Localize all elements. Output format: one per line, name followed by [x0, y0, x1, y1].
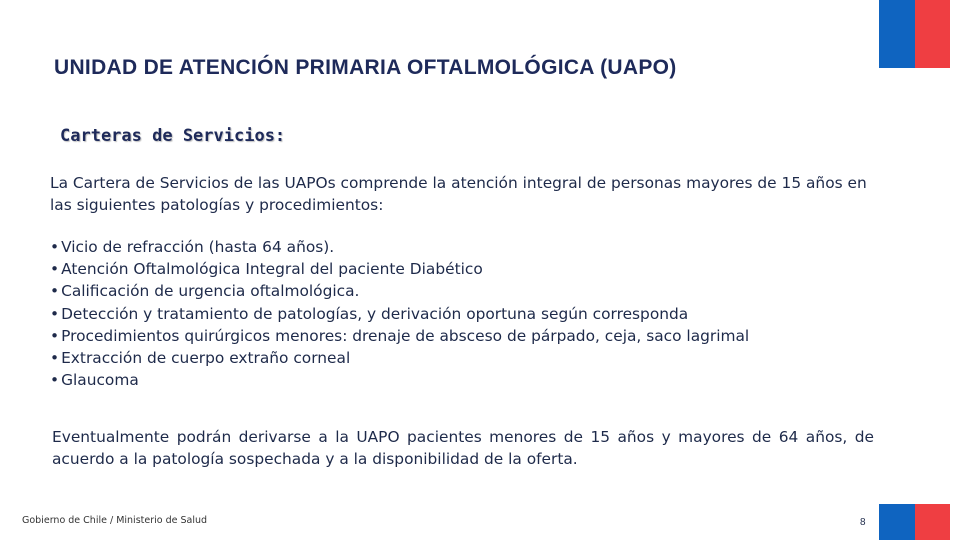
- list-item: [50, 236, 900, 258]
- list-item: [50, 280, 900, 302]
- flag-blue-block: [879, 0, 915, 68]
- bullet-icon: •: [50, 282, 60, 301]
- bullet-icon: •: [50, 260, 60, 279]
- flag-stripe-top: [879, 0, 950, 68]
- list-item-text: Extracción de cuerpo extraño corneal: [61, 349, 351, 368]
- list-item-text: Atención Oftalmológica Integral del paciente Diabético: [61, 260, 483, 279]
- section-subtitle: Carteras de Servicios:: [60, 126, 286, 146]
- slide-title: UNIDAD DE ATENCIÓN PRIMARIA OFTALMOLÓGICA (UAPO): [54, 56, 677, 79]
- page-number: 8: [860, 517, 866, 528]
- bullet-icon: •: [50, 349, 60, 368]
- list-item-text: Glaucoma: [61, 371, 139, 390]
- bullet-icon: •: [50, 326, 60, 345]
- list-item-text: Detección y tratamiento de patologías, y derivación oportuna según corresponda: [61, 304, 689, 323]
- bullet-icon: •: [50, 238, 60, 256]
- list-item-text: Vicio de refracción (hasta 64 años).: [61, 238, 335, 256]
- flag-blue-block: [879, 504, 915, 540]
- flag-stripe-bottom: [879, 504, 950, 540]
- list-item-text: Procedimientos quirúrgicos menores: drenaje de absceso de párpado, ceja, saco lagrimal: [61, 326, 750, 345]
- list-item-text: Calificación de urgencia oftalmológica.: [61, 282, 360, 301]
- list-item: [50, 347, 900, 369]
- bullet-icon: •: [50, 304, 60, 323]
- bullet-icon: •: [50, 371, 60, 390]
- list-item: [50, 325, 900, 347]
- list-item: [50, 369, 900, 391]
- services-list: [50, 236, 900, 391]
- closing-paragraph: Eventualmente podrán derivarse a la UAPO pacientes menores de 15 años y mayores de 64 años, de acuerdo a la patología sospechada y a la disponibilidad de la oferta.: [52, 428, 874, 468]
- flag-red-block: [915, 504, 950, 540]
- intro-paragraph: La Cartera de Servicios de las UAPOs comprende la atención integral de personas mayores de 15 años en las siguientes patologías y procedimientos:: [50, 174, 867, 214]
- list-item: [50, 303, 900, 325]
- flag-red-block: [915, 0, 950, 68]
- list-item: [50, 258, 900, 280]
- footer-credit: Gobierno de Chile / Ministerio de Salud: [22, 515, 208, 526]
